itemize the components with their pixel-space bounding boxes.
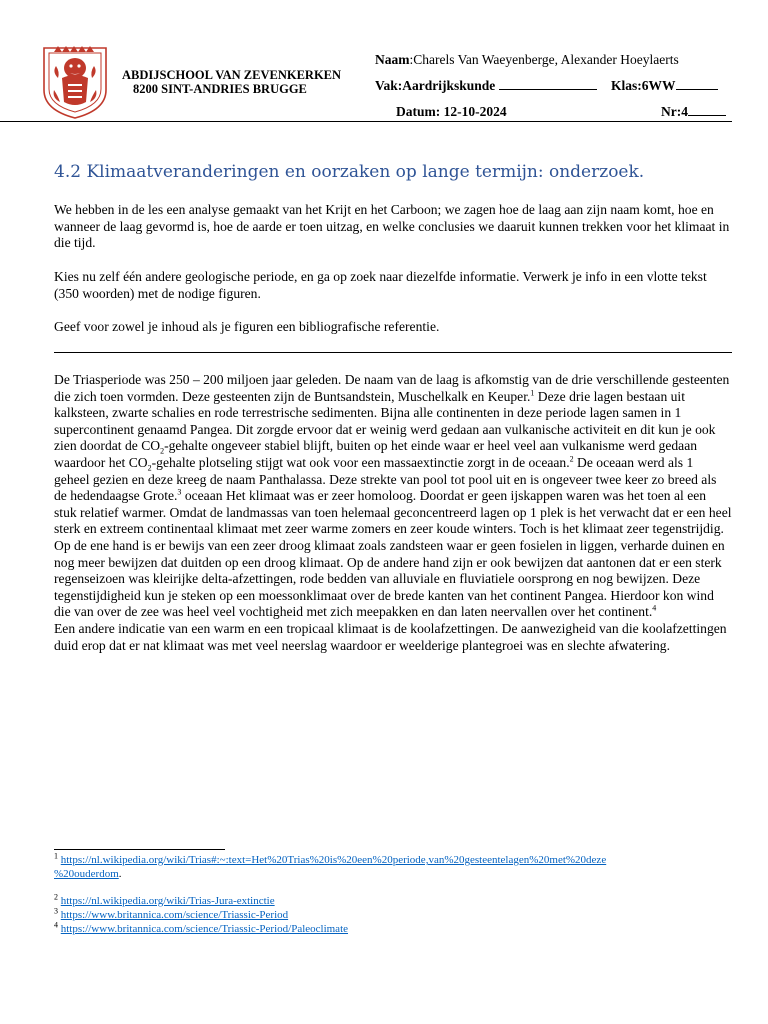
footnote-ref[interactable]: 3 bbox=[177, 487, 182, 497]
school-name: ABDIJSCHOOL VAN ZEVENKERKEN bbox=[122, 68, 342, 82]
footnote-ref[interactable]: 4 bbox=[652, 603, 657, 613]
name-value: :Charels Van Waeyenberge, Alexander Hoeylaerts bbox=[409, 52, 679, 67]
footnote-number: 2 bbox=[54, 892, 58, 902]
footnote-link[interactable] bbox=[54, 854, 606, 880]
subject-label: Vak:Aardrijkskunde bbox=[375, 78, 496, 93]
subject-row bbox=[375, 78, 597, 94]
footnote-separator bbox=[54, 849, 225, 850]
footnote-link[interactable]: https://www.britannica.com/science/Triassic-Period/Paleoclimate bbox=[60, 923, 349, 935]
assignment-paragraph: Geef voor zowel je inhoud als je figuren een bibliografische referentie. bbox=[54, 319, 440, 334]
essay-text bbox=[54, 372, 732, 654]
class-blank bbox=[676, 78, 718, 90]
co2-subscript: 2 bbox=[147, 463, 152, 473]
number-label: Nr:4 bbox=[661, 104, 688, 119]
essay-sentence: -gehalte plotseling stijgt wat ook voor een massaextinctie zorgt in de oceaan. bbox=[151, 454, 570, 470]
assignment-paragraph: Kies nu zelf één andere geologische periode, en ga op zoek naar diezelfde informatie. Verwerk je info in een vlotte tekst (350 woorden) met de nodige figuren. bbox=[54, 269, 707, 301]
school-address: 8200 SINT-ANDRIES BRUGGE bbox=[133, 82, 307, 96]
name-label: Naam bbox=[375, 52, 410, 67]
school-block bbox=[122, 68, 341, 96]
class-label: Klas:6WW bbox=[611, 78, 676, 93]
footnote-suffix: . bbox=[118, 868, 122, 880]
footnote-ref[interactable]: 1 bbox=[530, 388, 535, 398]
assignment-heading: 4.2 Klimaatveranderingen en oorzaken op lange termijn: onderzoek. bbox=[54, 162, 645, 182]
footnote-number: 3 bbox=[54, 906, 58, 916]
footnote-link[interactable]: https://www.britannica.com/science/Triassic-Period bbox=[60, 909, 289, 921]
footnote-1 bbox=[54, 853, 732, 881]
assignment-paragraph: We hebben in de les een analyse gemaakt van het Krijt en het Carboon; we zagen hoe de laag aan zijn naam komt, hoe en wanneer de laag gevormd is, hoe de aarde er toen uitzag, en welke conclusies we daaruit kunnen trekken voor het klimaat in die tijd. bbox=[54, 202, 730, 251]
subject-blank bbox=[499, 78, 597, 90]
essay-sentence: oceaan Het klimaat was er zeer homoloog. Doordat er geen ijskappen waren was het toen al een stuk relatief warmer. Omdat de landmassas van toen helemaal geconcentreerd lagen op 1 plek is het verwacht dat er een heel sterk en extreem continentaal klimaat met zeer warme zomers en zeer koude winters. Toch is het klimaat zeer tegenstrijdig. Op de ene hand is er bewijs van een zeer droog klimaat zoals zandsteen waar er geen fosielen in liggen, verharde duinen en nog meer bewijzen dat duitden op een droog klimaat. Op de andere hand zijn er ook bewijzen dat aantonen dat er een sterk regenseizoen was kleirijke delta-afzettingen, rode bedden van alluviale en fluviatiele oorsprong en nog bewijzen. Deze tegenstijdigheid kun je steken op een moessonklimaat over de brede kanten van het continent Pangea. Hierdoor kon wind die van over de zee was heel veel vochtigheid met zich meepakken en dan laten neervallen over het continent. bbox=[54, 488, 732, 620]
school-crest-logo bbox=[40, 44, 110, 120]
essay-sentence: Deze drie lagen bestaan uit kalksteen, zwarte schalies en rode terrestrische sedimenten. Bijna alle continenten in deze periode lagen samen in 1 supercontinent genaamd Pangea. Dit zorgde ervoor dat er weinig werd gedaan aan vulkanische activiteit en dit kun je ook zien doordat de CO bbox=[54, 388, 716, 454]
footnote-link-text: %20ouderdom bbox=[54, 868, 119, 880]
section-divider bbox=[54, 352, 732, 353]
footnote-3 bbox=[54, 908, 732, 922]
date-row bbox=[396, 104, 507, 120]
class-row bbox=[611, 78, 718, 94]
essay-sentence: De Triasperiode was 250 – 200 miljoen jaar geleden. De naam van de laag is afkomstig van de drie verschillende gesteenten die zich toen vormden. Deze gesteenten zijn de Buntsandstein, Muschelkalk en Keuper. bbox=[54, 372, 730, 404]
date-label: Datum: 12-10-2024 bbox=[396, 104, 507, 119]
essay-sentence: -gehalte ongeveer stabiel blijft, buiten op het einde waar er heel veel aan vulkanisme werd gedaan waardoor het CO bbox=[54, 438, 698, 470]
co2-subscript: 2 bbox=[160, 447, 165, 457]
footnote-number: 1 bbox=[54, 851, 58, 861]
footnote-4 bbox=[54, 922, 732, 936]
footnote-number: 4 bbox=[54, 920, 58, 930]
essay-sentence: Een andere indicatie van een warm en een tropicaal klimaat is de koolafzettingen. De aanwezigheid van die koolafzettingen duid erop dat er nat klimaat was met veel neerslag waardoor er weelderige plantegroei was en slechte afwatering. bbox=[54, 620, 727, 653]
footnote-link[interactable]: https://nl.wikipedia.org/wiki/Trias-Jura-extinctie bbox=[60, 895, 275, 907]
footnote-ref[interactable]: 2 bbox=[569, 454, 574, 464]
footnote-2 bbox=[54, 894, 732, 908]
name-row bbox=[375, 52, 679, 68]
footnote-link-text: https://nl.wikipedia.org/wiki/Trias#:~:text=Het%20Trias%20is%20een%20periode,van%20gesteentelagen%20met%20deze bbox=[60, 854, 607, 866]
number-blank bbox=[688, 104, 726, 116]
essay-sentence: De oceaan werd als 1 geheel gezien en deze kreeg de naam Panthalassa. Deze strekte van pool tot pool uit en is ongeveer twee keer zo breed als de hedendaagse Grote. bbox=[54, 454, 717, 504]
header-divider bbox=[0, 121, 732, 122]
number-row bbox=[661, 104, 726, 120]
